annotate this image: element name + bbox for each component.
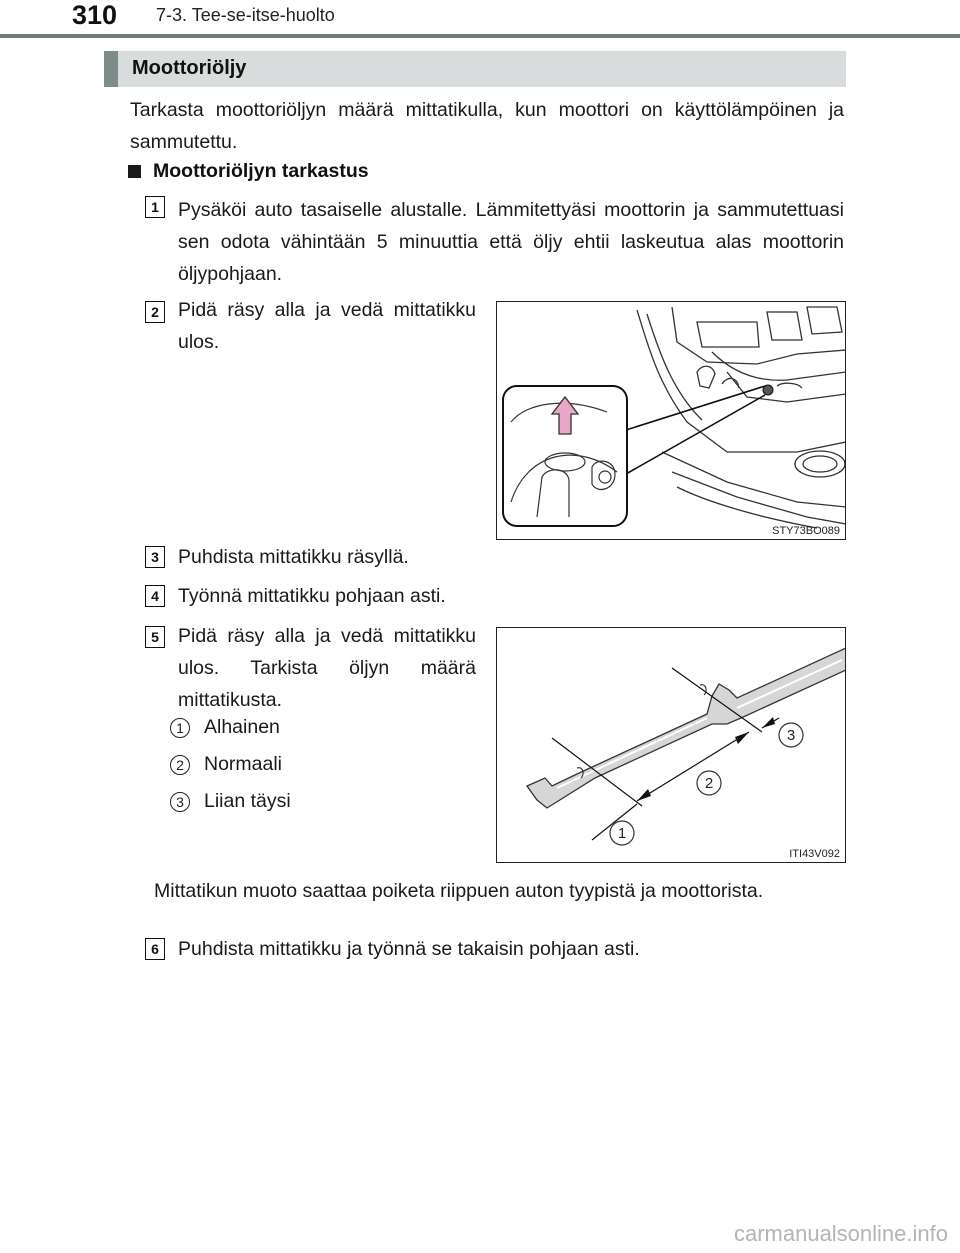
subheading: Moottoriöljyn tarkastus — [153, 160, 369, 182]
level-label-1: Alhainen — [204, 716, 280, 738]
step-number-6: 6 — [145, 938, 165, 960]
step-text-6: Puhdista mittatikku ja työnnä se takaisin pohjaan asti. — [178, 938, 640, 960]
dipstick-figure-code: ITI43V092 — [789, 848, 840, 860]
engine-figure-code: STY73BO089 — [772, 525, 840, 537]
step-number-3: 3 — [145, 546, 165, 568]
step-text-5: Pidä räsy alla ja vedä mittatikku ulos. Tarkista öljyn määrä mittatikusta. — [178, 625, 476, 711]
watermark: carmanualsonline.info — [733, 1221, 948, 1246]
chapter-title: 7-3. Tee-se-itse-huolto — [156, 5, 335, 25]
header-rule — [0, 34, 960, 38]
page-number: 310 — [72, 0, 118, 30]
dipstick-figure — [496, 627, 846, 863]
step-number-2: 2 — [145, 301, 165, 323]
step-text-1: Pysäköi auto tasaiselle alustalle. Lämmitettyäsi moottorin ja sammutettuasi sen odota vähintään 5 minuuttia että öljy ehtii laskeutua alas moottorin öljypohjaan. — [178, 199, 844, 285]
step-number-4: 4 — [145, 585, 165, 607]
level-number-1: 1 — [170, 718, 190, 738]
dipstick-callout-2: 2 — [704, 775, 714, 792]
intro-paragraph: Tarkasta moottoriöljyn määrä mittatikulla, kun moottori on käyttölämpöinen ja sammutettu. — [130, 99, 844, 153]
level-number-3: 3 — [170, 792, 190, 812]
step-text-4: Työnnä mittatikku pohjaan asti. — [178, 585, 446, 607]
section-title: Moottoriöljy — [132, 57, 247, 79]
level-label-3: Liian täysi — [204, 790, 291, 812]
note-text: Mittatikun muoto saattaa poiketa riippuen auton tyypistä ja moottorista. — [154, 880, 764, 902]
dipstick-callout-3: 3 — [786, 727, 796, 744]
dipstick-callout-1: 1 — [617, 825, 627, 842]
step-text-3: Puhdista mittatikku räsyllä. — [178, 546, 409, 568]
dipstick-illustration — [497, 628, 846, 863]
section-title-box — [104, 51, 846, 87]
engine-bay-illustration — [497, 302, 846, 540]
step-number-5: 5 — [145, 626, 165, 648]
step-text-2: Pidä räsy alla ja vedä mittatikku ulos. — [178, 299, 476, 353]
level-label-2: Normaali — [204, 753, 283, 775]
subheading-marker — [128, 165, 141, 178]
step-number-1: 1 — [145, 196, 165, 218]
level-number-2: 2 — [170, 755, 190, 775]
engine-bay-figure — [496, 301, 846, 540]
